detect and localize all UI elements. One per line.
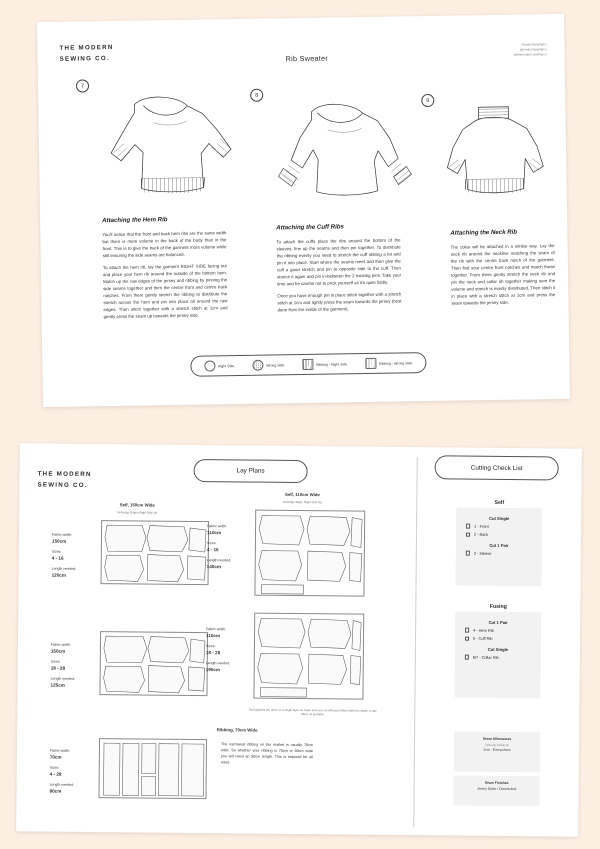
legend-item-wrong-side: [252, 359, 284, 370]
plan-3-meta: [206, 626, 254, 675]
step-8-para-1: To attach the cuffs place the ribs around the bottom of the sleeves, line up the seams and then pin together. To distribute the ribbing evenly you need to stretch the cuff ribbing a lot and pin it into place. Start where the seams meet and then give the cuff a good stretch and pin to opposite side to the cuff. Then stretch it again and pin in-between the 2 existing pins. Take your time and be careful not to prick yourself as it's quite fiddly.: [276, 237, 402, 287]
swatch-right-side-icon: [205, 360, 216, 371]
plan-1-sizes-value: 18 - 28: [50, 665, 66, 672]
checklist-item-sleeve[interactable]: [456, 549, 542, 558]
checkbox-icon-cuff-rib[interactable]: [465, 636, 469, 640]
step-8-heading: Attaching the Cuff Ribs: [276, 223, 344, 232]
checklist-label-collar-rib: 6/7 - Collar Rib: [472, 654, 499, 660]
plan-2-sizes-value: 4 - 16: [206, 547, 219, 553]
plan-1-fw-value: 150cm: [50, 648, 66, 654]
illustration-step-9: [434, 100, 556, 212]
checklist-item-cuff-rib[interactable]: [455, 634, 541, 643]
checklist-label-front: 1 - Front: [473, 523, 489, 529]
layplan-diagram-2: [254, 510, 365, 597]
checkbox-icon-back[interactable]: [466, 532, 470, 536]
step-7-body: [102, 229, 227, 325]
checkbox-icon-sleeve[interactable]: [466, 551, 470, 555]
fusing-group-1-title: Cut Single: [487, 646, 509, 652]
checklist-fusing-groups: [455, 615, 541, 661]
legend-label-3: Ribbing - Wrong Side: [379, 360, 413, 366]
fabric-legend: [190, 352, 426, 377]
plan-4-sizes-label: Sizes:: [49, 765, 60, 770]
plan-3-sizes-label: Sizes:: [205, 644, 216, 649]
legend-item-ribbing-wrong: [365, 357, 412, 369]
swatch-ribbing-right-icon: [303, 359, 314, 370]
plan-0-len-value: 120cm: [51, 573, 66, 579]
panel-divider: [413, 457, 418, 827]
plan-0-fw-value: 150cm: [51, 538, 67, 544]
plan-4-fw-label: Fabric width:: [49, 748, 70, 753]
plan-4-len-label: Length needed:: [49, 782, 74, 788]
self-group-1-title: Cut 1 Pair: [489, 542, 509, 548]
plan-4-meta: [49, 748, 97, 797]
plan-4-sizes-value: 4 - 28: [49, 771, 62, 778]
note-0-title: Seam Allowances: [482, 736, 512, 742]
plan-3-len-label: Length needed:: [205, 661, 231, 666]
instruction-sheet-top: [37, 14, 570, 407]
plan-2-sizes-label: Sizes:: [206, 541, 217, 546]
plan-2-len-label: Length needed:: [206, 558, 232, 563]
layplan-diagram-0: [101, 520, 210, 585]
plan-1-fw-label: Fabric width:: [50, 642, 71, 647]
illustration-step-8: [263, 96, 425, 208]
checklist-item-collar-rib[interactable]: [455, 653, 541, 662]
page-title: Rib Sweater: [285, 53, 329, 64]
plan-0-sizes-label: Sizes:: [51, 549, 62, 554]
plan-2-title: Self, 110cm Wide: [284, 491, 320, 498]
cutting-check-list-title: Cutting Check List: [435, 455, 559, 480]
step-7-para-2: To attach the hem rib, lay the garment RIGHT SIDE facing out and place your hem rib around the outside of the bottom hem. Match up the raw edges of the jersey and ribbing by pinning the side seams together and then the centre front and centre back notches. From there gently stretch the ribbing to distribute the stretch across the hem and pin into place all around the raw edges. Then stitch together with a stretch stitch at 1cm and gently press the seam up towards the jersey side.: [102, 263, 228, 320]
legend-item-ribbing-right: [303, 358, 348, 370]
note-0-sub: (already included): [485, 743, 509, 748]
checklist-panel-fusing-title: Fusing: [489, 603, 507, 610]
swatch-wrong-side-icon: [252, 360, 263, 371]
brand-logo: THE MODERN SEWING CO.: [59, 43, 114, 63]
plan-3-sizes-value: 18 - 28: [205, 650, 221, 656]
step-7-heading: Attaching the Hem Rib: [102, 216, 168, 225]
checklist-label-cuff-rib: 5 - Cuff Rib: [472, 635, 493, 642]
note-1-lines: Jersey Stitch / Overlocked: [476, 787, 517, 792]
step-number-8: 8: [250, 89, 263, 102]
plan-3-fw-value: 110cm: [206, 633, 221, 639]
plan-3-len-value: 190cm: [205, 667, 221, 673]
plan-0-len-label: Length needed:: [51, 566, 77, 572]
plan-2-fw-value: 110cm: [207, 530, 222, 536]
note-seam-finishes: [453, 775, 539, 806]
step-8-para-2: Once you have enough pin in place stitch together with a stretch stitch at 1cm and lightly press the seam towards the jersey (best done from the inside of the garment).: [277, 291, 402, 313]
plan-0-fw-label: Fabric width:: [51, 532, 72, 537]
note-1-title: Seam Finishes: [484, 780, 509, 786]
legend-label-1: Wrong Side: [266, 362, 285, 368]
step-9-heading: Attaching the Neck Rib: [450, 228, 518, 237]
legend-item-right-side: [205, 360, 235, 371]
checkbox-icon-front[interactable]: [466, 524, 470, 528]
ribbing-note: The narrowest ribbing on the market is usually 70cm wide. So whether your ribbing is 70cm or 90cm wide you will need an 80cm length. This is required for all sizes.: [220, 742, 314, 765]
note-seam-allowances: [454, 731, 540, 772]
brand-logo-bottom: THE MODERN SEWING CO.: [37, 470, 92, 489]
plan-1-len-label: Length needed:: [50, 676, 75, 682]
plan-1-meta: [51, 642, 99, 691]
step-number-9: 9: [421, 94, 434, 107]
step-8-body: [276, 236, 401, 318]
single-layer-note: Our layplans are done on a single layer so make sure you cut with your fabric folded to waste or late fabric as possible.: [248, 707, 377, 717]
plan-2-meta: [207, 523, 255, 572]
credit-text: #modernsewingco @modernsewingco @themodern.sewing.co: [513, 42, 547, 57]
plan-0-sizes-value: 4 - 16: [51, 555, 64, 562]
checklist-self-groups: [456, 512, 542, 558]
instruction-sheet-bottom: [16, 443, 582, 836]
plan-0-title: Self, 150cm Wide: [119, 502, 155, 508]
checklist-label-hem-rib: 4 - Hem Rib: [472, 627, 494, 633]
layplan-diagram-4: [98, 738, 207, 799]
plan-1-len-value: 125cm: [50, 683, 65, 689]
plan-3-fw-label: Fabric width:: [206, 627, 226, 632]
checkbox-icon-hem-rib[interactable]: [465, 628, 469, 632]
note-0-lines: 1cm - Everywhere: [483, 747, 511, 753]
step-number-7: 7: [76, 79, 89, 92]
checklist-item-back[interactable]: [456, 530, 542, 539]
checklist-label-sleeve: 3 - Sleeve: [473, 550, 492, 556]
illustration-step-7: [90, 91, 252, 203]
plan-2-len-value: 140cm: [206, 564, 222, 570]
step-9-para-1: The collar will be attached in a similar way. Lay the neck rib around the neckline matching the seam of the rib with the centre back notch of the garment. Then find your centre front notches and match those together. From there gently stretch the neck rib and pin the neck and collar rib together making sure the volume and stretch is evenly distributed. Then stitch it in place with a stretch stitch at 1cm and press the seam towards the jersey side.: [450, 243, 556, 306]
self-group-0-title: Cut Single: [489, 515, 510, 522]
fusing-group-0-title: Cut 1 Pair: [488, 619, 508, 626]
plan-0-meta: [52, 532, 100, 581]
plan-1-sizes-label: Sizes:: [50, 659, 61, 664]
legend-label-2: Ribbing - Right Side: [316, 361, 348, 367]
layplan-diagram-1: [99, 631, 208, 696]
plan-4-len-value: 80cm: [49, 789, 62, 795]
plan-4-title: Ribbing, 70cm Wide: [216, 727, 258, 733]
checkbox-icon-collar-rib[interactable]: [465, 655, 469, 659]
plan-0-fold: Selvedge Edges Right Side Up: [117, 510, 158, 515]
swatch-ribbing-wrong-icon: [365, 358, 376, 369]
legend-label-0: Right Side: [218, 363, 235, 368]
checklist-panel-self-title: Self: [494, 499, 505, 506]
layplan-diagram-3: [253, 613, 364, 700]
checklist-label-back: 2 - Back: [473, 531, 489, 538]
step-7-para-1: You'll notice that the front and back hem ribs are the same width but there is more volume in the back of the body than in the front. This is to give the back of the garment more volume while still ensuring the side seams are balanced.: [102, 230, 227, 259]
plan-4-fw-value: 70cm: [49, 754, 62, 760]
step-9-body: [451, 242, 556, 312]
plan-2-fw-label: Fabric width:: [207, 524, 227, 529]
lay-plans-title: Lay Plans: [194, 459, 308, 483]
plan-2-fold: Selvedge Edge, Right Side Up: [282, 499, 322, 505]
